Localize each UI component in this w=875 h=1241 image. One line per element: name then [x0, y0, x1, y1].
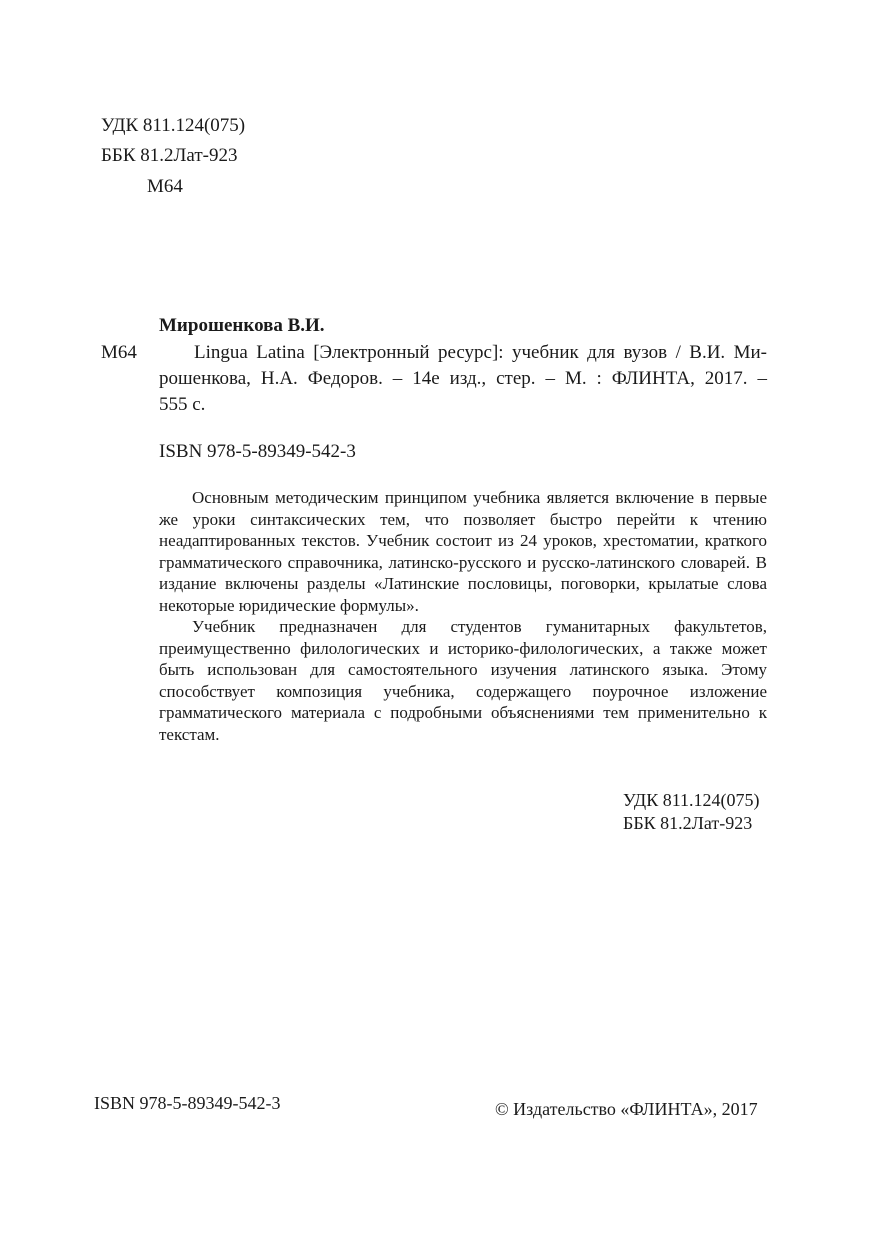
author-sign-card: М64 — [101, 342, 137, 363]
annotation-paragraph: Учебник предназначен для студентов гуманитарных факультетов, преимущественно филологических и историко-филологических, а также может быть использован для самостоятельного изучения латинского языка. Этому способствует композиция учебника, содержащего поурочное изложение грамматического материала с подробными объяснениями тем применительно к текстам. — [159, 617, 767, 744]
copyright-notice: © Издательство «ФЛИНТА», 2017 — [495, 1099, 758, 1119]
isbn-footer: ISBN 978-5-89349-542-3 — [94, 1093, 281, 1113]
bibliographic-entry — [159, 340, 767, 418]
entry-line: Lingua Latina [Электронный ресурс]: учебник для вузов / В.И. Ми- — [194, 342, 767, 363]
annotation — [159, 487, 767, 745]
entry-line: рошенкова, Н.А. Федоров. – 14е изд., стер. – М. : ФЛИНТА, 2017. – — [159, 368, 767, 389]
bbk-code-top: ББК 81.2Лат-923 — [101, 145, 238, 166]
entry-line: 555 с. — [159, 394, 206, 415]
bbk-code-bottom: ББК 81.2Лат-923 — [623, 813, 753, 833]
isbn-card: ISBN 978-5-89349-542-3 — [159, 441, 356, 462]
udk-code-top: УДК 811.124(075) — [101, 115, 246, 136]
author-heading: Мирошенкова В.И. — [159, 315, 325, 336]
udk-code-bottom: УДК 811.124(075) — [623, 790, 760, 810]
author-sign-top: М64 — [147, 176, 183, 197]
annotation-paragraph: Основным методическим принципом учебника является включение в первые же уроки синтаксических тем, что позволяет быстро перейти к чтению неадаптированных текстов. Учебник состоит из 24 уроков, хрестоматии, краткого грамматического справочника, латинско-русского и русско-латинского словарей. В издание включены разделы «Латинские пословицы, поговорки, крылатые слова некоторые юридические формулы». — [159, 488, 767, 615]
